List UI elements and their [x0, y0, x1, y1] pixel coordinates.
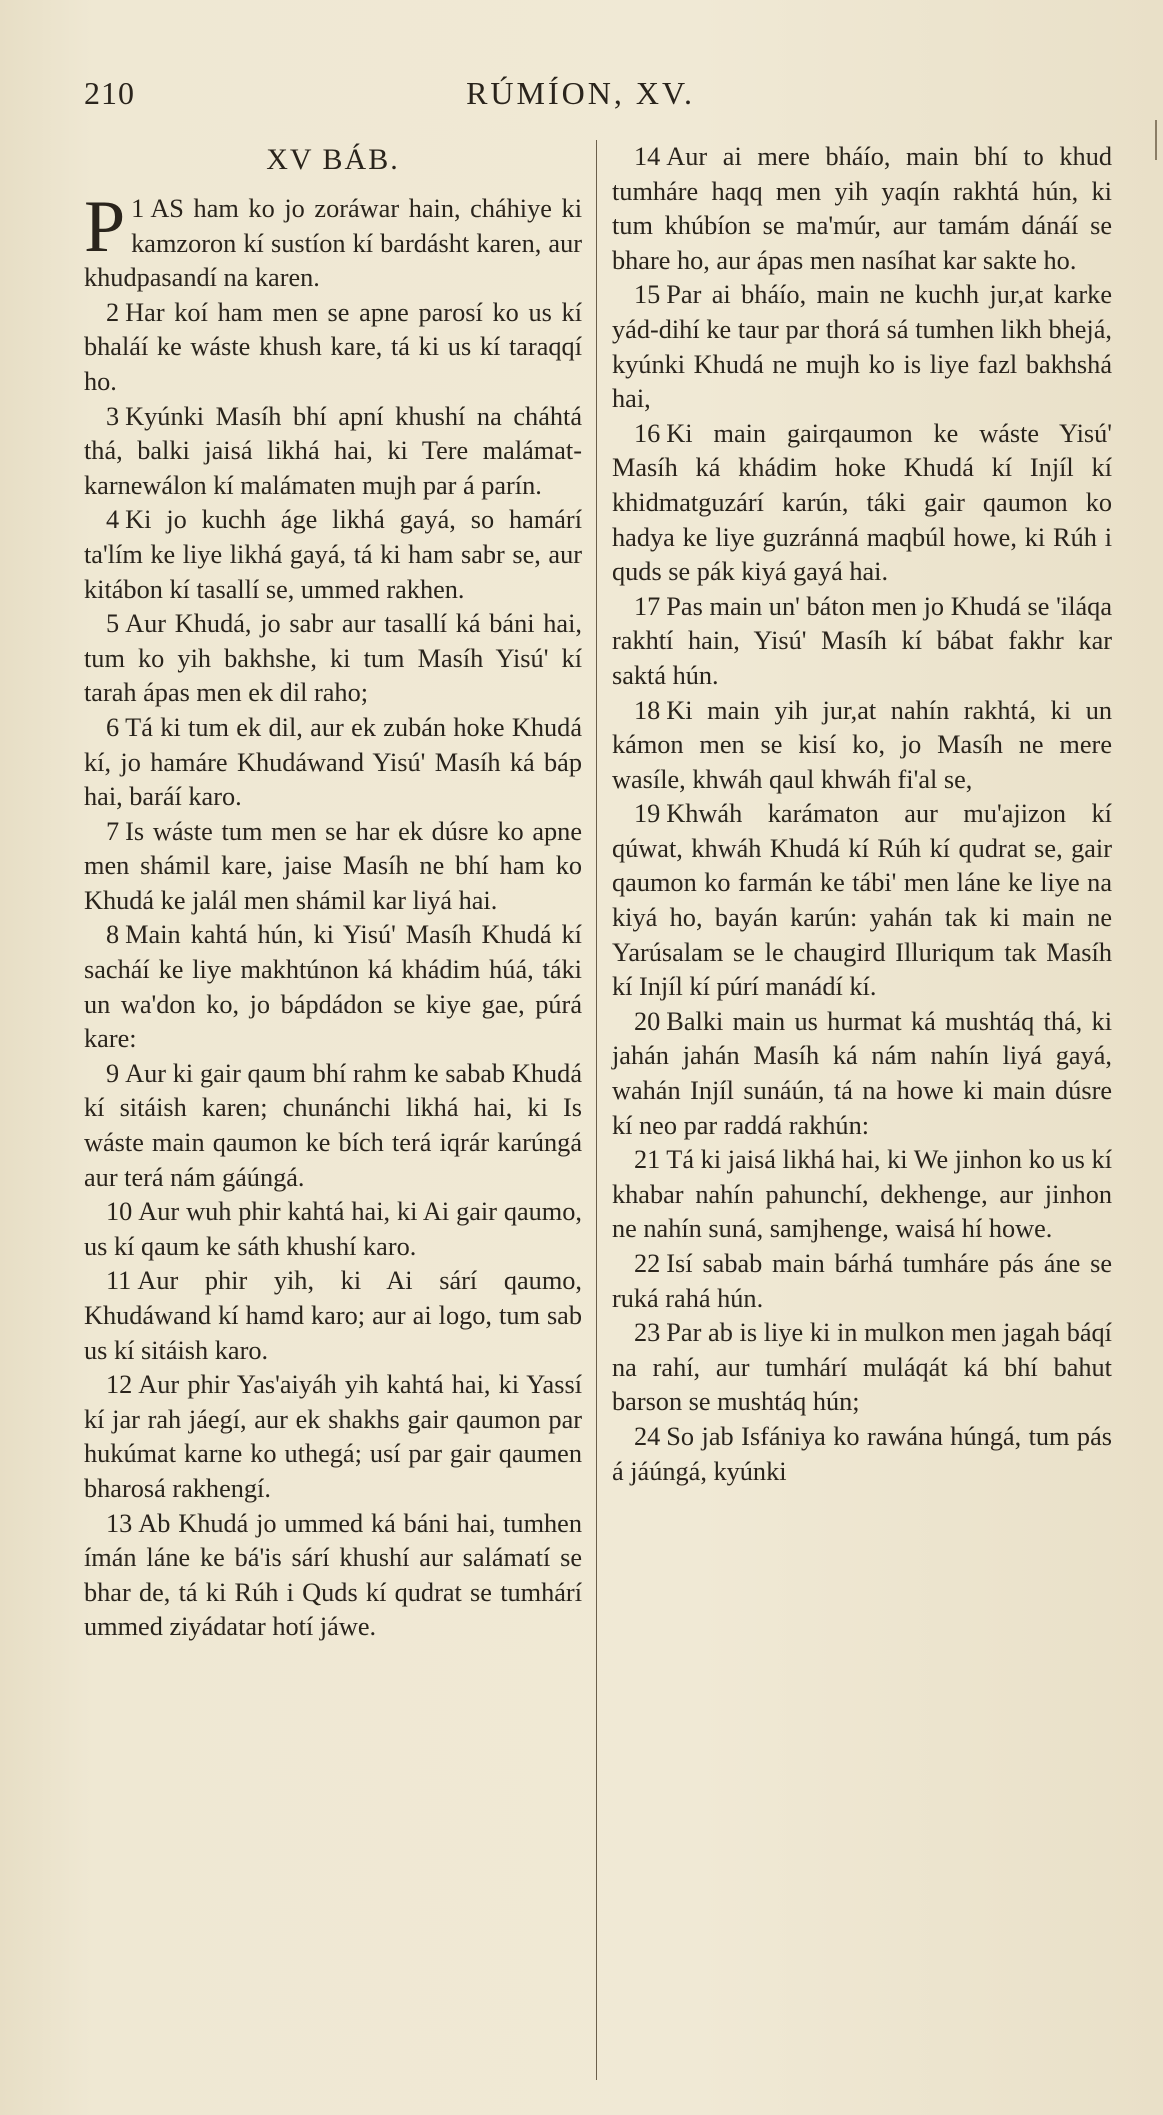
verse-9	[84, 1057, 582, 1195]
verse-number: 2	[106, 297, 120, 327]
verse-text: Aur phir Yas'aiyáh yih kahtá hai, ki Yassí kí jar rah jáegí, aur ek shakhs gair qaumon par hukúmat karne ko uthegá; usí par gair qaumen bharosá rakhengí.	[84, 1370, 582, 1503]
verse-number: 20	[634, 1006, 661, 1036]
verse-text: Aur ki gair qaum bhí rahm ke sabab Khudá kí sitáish karen; chunánchi likhá hai, ki Is wáste main qaumon ke bích terá iqrár karúngá aur terá nám gáúngá.	[84, 1058, 582, 1192]
verse-text: Pas main un' báton men jo Khudá se 'iláqa rakhtí hain, Yisú' Masíh kí bábat fakhr kar saktá hún.	[612, 591, 1112, 690]
verse-text: Khwáh karámaton aur mu'ajizon kí qúwat, khwáh Khudá kí Rúh kí qudrat se, gair qaumon ko farmán ke tábi' men láne ke liye na kiyá ho, bayán karún: yahán tak ki main ne Yarúsalam se le chaugird Illuriqum tak Masíh kí Injíl kí púrí manádí kí.	[612, 799, 1112, 1002]
right-column	[612, 140, 1112, 2075]
verse-14	[612, 140, 1112, 278]
verse-20	[612, 1005, 1112, 1143]
verse-text: Par ai bháío, main ne kuchh jur,at karke yád-dihí ke taur par thorá sá tumhen likh bhejá, kyúnki Khudá ne mujh ko is liye fazl bakhshá hai,	[612, 280, 1112, 414]
left-column	[84, 140, 582, 2075]
verse-18	[612, 694, 1112, 798]
verse-number: 9	[106, 1058, 120, 1088]
verse-number: 14	[634, 142, 661, 171]
verse-6	[84, 711, 582, 815]
verse-1	[84, 186, 582, 296]
verse-number: 16	[634, 418, 661, 448]
verse-11	[84, 1264, 582, 1368]
page-number: 210	[84, 75, 135, 111]
verse-19	[612, 797, 1112, 1005]
verse-3	[84, 400, 582, 504]
verse-number: 8	[106, 920, 120, 950]
chapter-heading: XV BÁB.	[266, 143, 400, 176]
verse-text: Ki main yih jur,at nahín rakhtá, ki un kámon men se kisí ko, jo Masíh ne mere wasíle, khwáh qaul khwáh fi'al se,	[612, 695, 1112, 794]
verse-number: 18	[634, 695, 661, 725]
verse-2	[84, 296, 582, 400]
verse-number: 22	[634, 1249, 661, 1278]
verse-number: 24	[634, 1421, 661, 1451]
verse-15	[612, 278, 1112, 416]
verse-8	[84, 918, 582, 1056]
verse-13	[84, 1507, 582, 1645]
verse-number: 3	[106, 401, 120, 431]
verse-21	[612, 1143, 1112, 1247]
verse-number: 6	[106, 712, 120, 742]
verse-text: Aur ai mere bháío, main bhí to khud tumháre haqq men yih yaqín rakhtá hún, ki tum khúbíon se ma'múr, aur tamám dánáí se bhare ho, aur ápas men nasíhat kar sakte ho.	[612, 142, 1112, 275]
verse-text: Tá ki tum ek dil, aur ek zubán hoke Khudá kí, jo hamáre Khudáwand Yisú' Masíh ká báp hai, baráí karo.	[84, 712, 582, 812]
verse-number: 11	[106, 1266, 132, 1296]
verse-text: Ab Khudá jo ummed ká báni hai, tumhen ímán láne ke bá'is sárí khushí aur salámatí se bhar de, tá ki Rúh i Quds kí qudrat se tumhárí ummed ziyádatar hotí jáwe.	[84, 1508, 582, 1642]
verse-text: Har koí ham men se apne parosí ko us kí bhaláí ke wáste khush kare, tá ki us kí taraqqí ho.	[84, 297, 582, 396]
verse-text: Main kahtá hún, ki Yisú' Masíh Khudá kí sacháí ke liye makhtúnon ká khádim húá, táki un wa'don ko, jo bápdádon se kiye gae, púrá kare:	[84, 920, 582, 1054]
verse-number: 13	[106, 1508, 133, 1538]
column-divider	[596, 140, 597, 2080]
verse-text: Par ab is liye ki in mulkon men jagah báqí na rahí, aur tumhárí muláqát ká bhí bahut barson se mushtáq hún;	[612, 1318, 1112, 1417]
verse-number: 19	[634, 799, 661, 829]
verse-text: AS ham ko jo zoráwar hain, cháhiye ki kamzoron kí sustíon kí bardásht karen, aur khudpasandí na karen.	[84, 194, 582, 293]
verse-text: Aur phir yih, ki Ai sárí qaumo, Khudáwand kí hamd karo; aur ai logo, tum sab us kí sitáish karo.	[84, 1266, 582, 1365]
verse-number: 23	[634, 1318, 661, 1348]
verse-text: So jab Isfániya ko rawána húngá, tum pás á jáúngá, kyúnki	[612, 1421, 1112, 1486]
verse-number: 15	[634, 280, 661, 310]
verse-10	[84, 1195, 582, 1264]
verse-number: 12	[106, 1370, 133, 1400]
verse-text: Isí sabab main bárhá tumháre pás áne se ruká rahá hún.	[612, 1249, 1112, 1313]
verse-16	[612, 417, 1112, 590]
page-edge-mark	[1155, 120, 1157, 160]
verse-12	[84, 1368, 582, 1506]
verse-text: Balki main us hurmat ká mushtáq thá, ki jahán jahán Masíh ká nám nahín liyá gayá, wahán Injíl sunáún, tá na howe ki main dúsre kí neo par raddá rakhún:	[612, 1006, 1112, 1140]
page-header	[84, 75, 1077, 125]
verse-text: Ki main gairqaumon ke wáste Yisú' Masíh ká khádim hoke Khudá kí Injíl kí khidmatguzárí karún, táki gair qaumon ko hadya ke liye guzránná maqbúl howe, ki Rúh i quds se pák kiyá gayá hai.	[612, 418, 1112, 587]
verse-24	[612, 1420, 1112, 1489]
verse-23	[612, 1316, 1112, 1420]
verse-number: 5	[106, 609, 120, 639]
verse-number: 7	[106, 816, 120, 846]
verse-17	[612, 590, 1112, 694]
verse-text: Aur Khudá, jo sabr aur tasallí ká báni hai, tum ko yih bakhshe, ki tum Masíh Yisú' kí tarah ápas men ek dil raho;	[84, 609, 582, 708]
verse-number: 4	[106, 505, 120, 535]
verse-5	[84, 607, 582, 711]
verse-number: 17	[634, 591, 661, 621]
drop-cap-letter: P	[84, 186, 124, 268]
verse-7	[84, 815, 582, 919]
verse-text: Ki jo kuchh áge likhá gayá, so hamárí ta'lím ke liye likhá gayá, tá ki ham sabr se, aur kitábon kí tasallí se, ummed rakhen.	[84, 505, 582, 604]
running-title: RÚMÍON, XV.	[466, 75, 695, 111]
verse-text: Kyúnki Masíh bhí apní khushí na cháhtá thá, balki jaisá likhá hai, ki Tere malámat-karnewálon kí malámaten mujh par á parín.	[84, 401, 582, 500]
verse-text: Aur wuh phir kahtá hai, ki Ai gair qaumo, us kí qaum ke sáth khushí karo.	[84, 1197, 582, 1261]
verse-text: Tá ki jaisá likhá hai, ki We jinhon ko us kí khabar nahín pahunchí, dekhenge, aur jinhon ne nahín suná, samjhenge, waisá hí howe.	[612, 1145, 1112, 1244]
verse-number: 10	[106, 1197, 133, 1227]
verse-number: 1	[131, 194, 145, 223]
verse-number: 21	[634, 1145, 661, 1175]
verse-4	[84, 503, 582, 607]
verse-text: Is wáste tum men se har ek dúsre ko apne men shámil kare, jaise Masíh ne bhí ham ko Khudá ke jalál men shámil kar liyá hai.	[84, 816, 582, 915]
verse-22	[612, 1247, 1112, 1316]
